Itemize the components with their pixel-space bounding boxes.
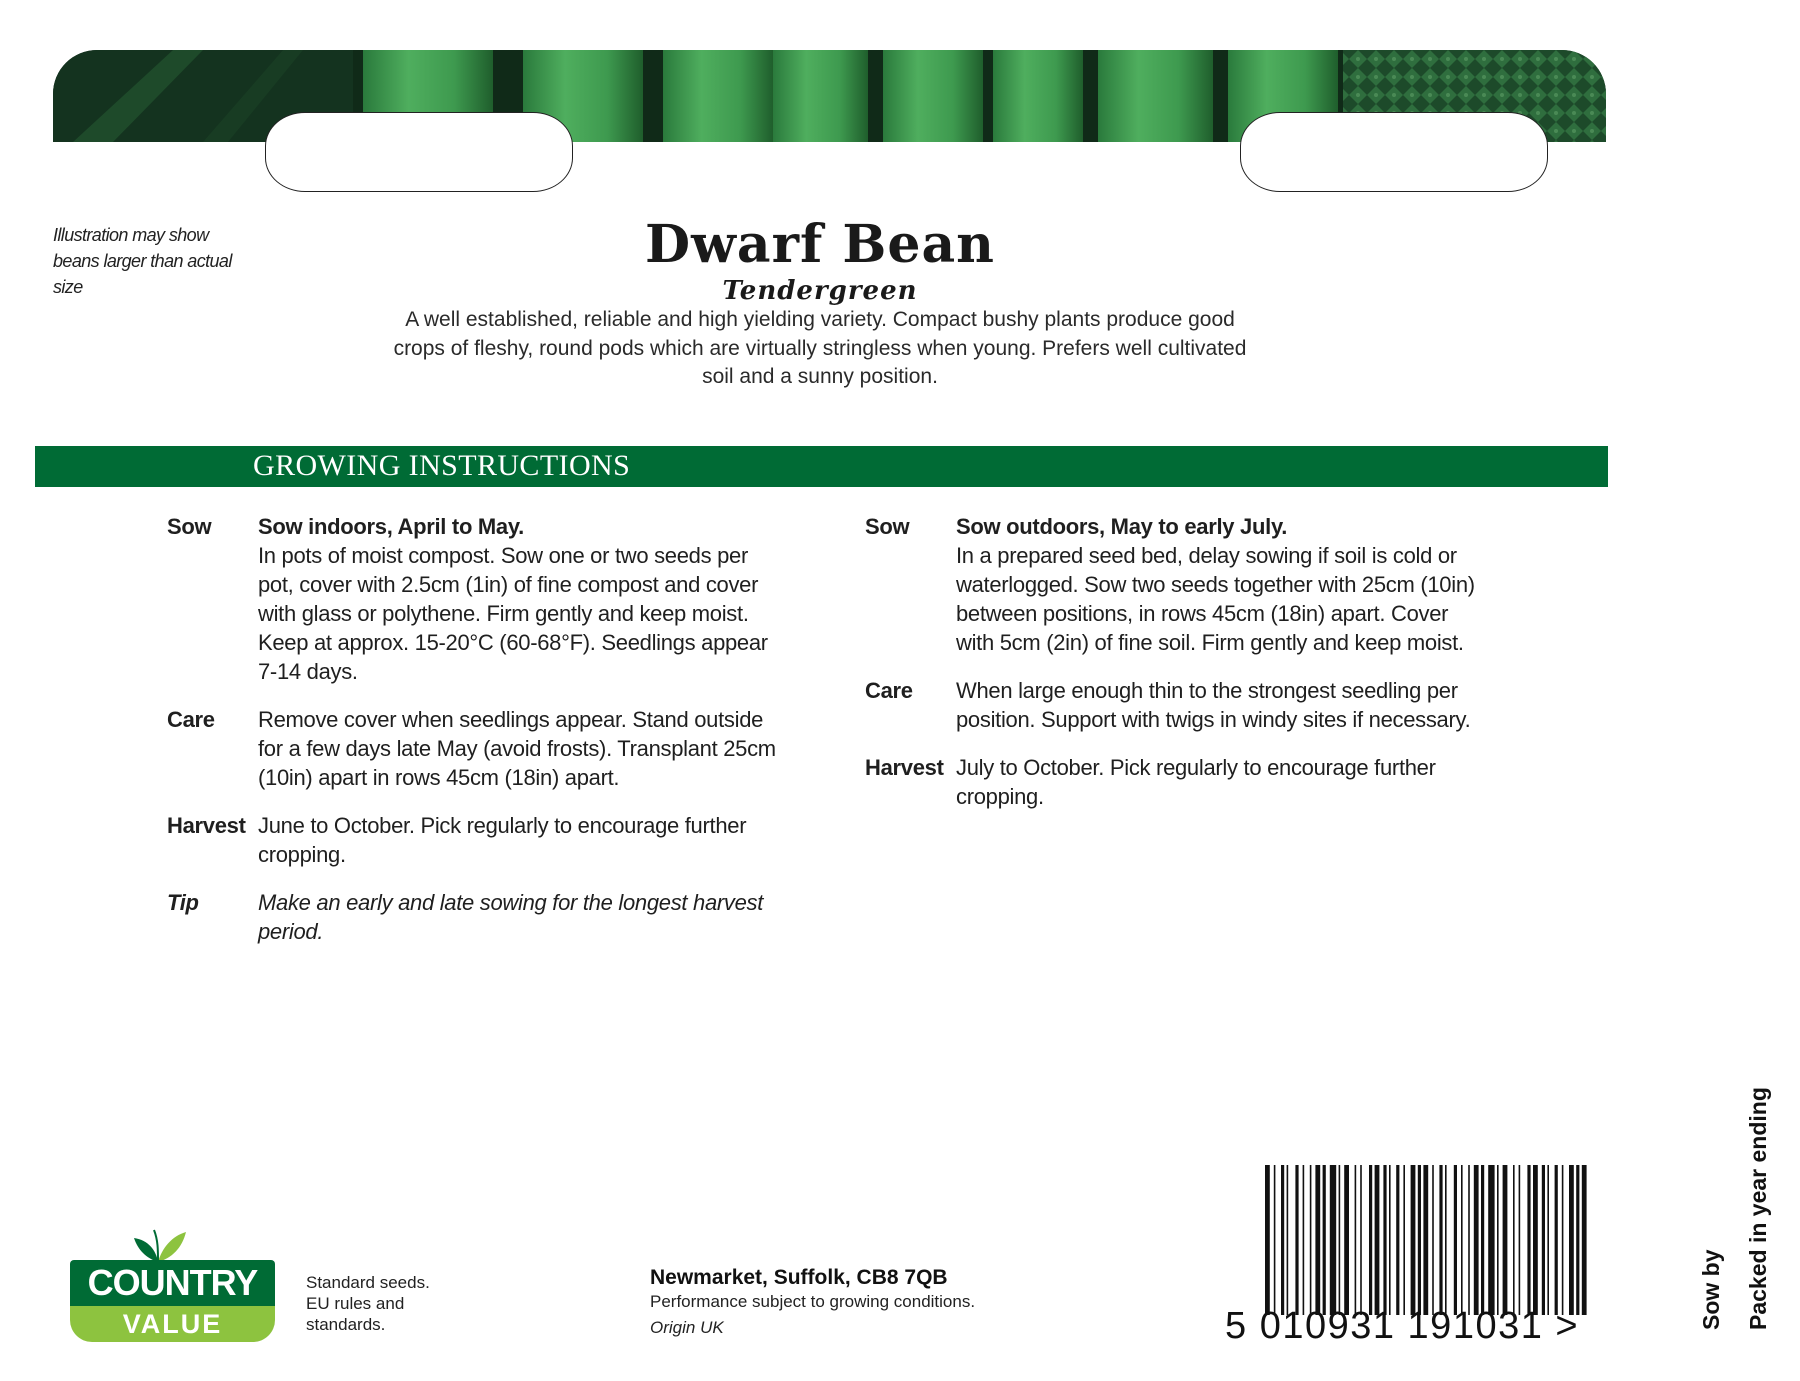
illustration-note: Illustration may show beans larger than actual size [53, 225, 232, 297]
barcode-bar [1360, 1165, 1362, 1315]
instruction-row-care [167, 705, 787, 792]
row-label: Sow [167, 514, 212, 539]
product-description: A well established, reliable and high yielding variety. Compact bushy plants produce good crops of fleshy, round pods which are virtually stringless when young. Prefers well cultivated soil and a sunny position. [393, 308, 1247, 388]
barcode-bar [1562, 1165, 1564, 1315]
care-text: Remove cover when seedlings appear. Stand outside for a few days late May (avoid frosts). Transplant 25cm (10in) apart in rows 45cm (18in) apart. [258, 707, 776, 790]
row-label: Care [865, 678, 913, 703]
barcode-bar [1281, 1165, 1284, 1315]
sow-heading: Sow outdoors, May to early July. [956, 514, 1288, 539]
barcode-bar [1533, 1165, 1538, 1315]
packed-year-label: Packed in year ending [1745, 1087, 1771, 1330]
sow-text: In pots of moist compost. Sow one or two seeds per pot, cover with 2.5cm (1in) of fine compost and cover with glass or polythene. Firm gently and keep moist. Keep at approx. 15-20°C (60-68°F). Seedlings appear 7-14 days. [258, 543, 768, 684]
sow-text: In a prepared seed bed, delay sowing if soil is cold or waterlogged. Sow two seeds together with 25cm (10in) between positions, in rows 45cm (18in) apart. Cover with 5cm (2in) of fine soil. Firm gently and keep moist. [956, 543, 1475, 655]
variety-name: Tendergreen [722, 276, 918, 306]
barcode-bar [1383, 1165, 1386, 1315]
country-value-logo [70, 1228, 275, 1344]
barcode-bar [1576, 1165, 1579, 1315]
row-label: Tip [167, 890, 199, 915]
barcode-bar [1396, 1165, 1399, 1315]
barcode-bar [1503, 1165, 1508, 1315]
barcode-bar [1418, 1165, 1421, 1315]
barcode-bar [1411, 1165, 1416, 1315]
barcode-bar [1519, 1165, 1521, 1315]
instruction-row-tip [167, 888, 787, 946]
instruction-row-care [865, 676, 1485, 734]
barcode-bar [1555, 1165, 1558, 1315]
barcode-bar [1445, 1165, 1447, 1315]
growing-instructions-heading: GROWING INSTRUCTIONS [253, 449, 631, 482]
barcode-bar [1582, 1165, 1587, 1315]
barcode-bar [1432, 1165, 1434, 1315]
instruction-row-sow [865, 512, 1485, 657]
sow-by-label: Sow by [1698, 1249, 1724, 1330]
logo-wordmark-bottom: VALUE [70, 1306, 275, 1342]
instruction-row-harvest [865, 753, 1485, 811]
barcode-bar [1488, 1165, 1494, 1315]
barcode-bar [1369, 1165, 1372, 1315]
row-label: Care [167, 707, 215, 732]
barcode-bar [1542, 1165, 1545, 1315]
barcode-bar [1355, 1165, 1357, 1315]
row-label: Harvest [865, 755, 944, 780]
growing-instructions-bar [35, 446, 1608, 487]
barcode-bar [1295, 1165, 1298, 1315]
barcode-bar [1439, 1165, 1442, 1315]
barcode-bar [1303, 1165, 1305, 1315]
barcode-bar [1287, 1165, 1289, 1315]
tip-text: Make an early and late sowing for the longest harvest period. [258, 890, 764, 944]
performance-note: Performance subject to growing conditions. [650, 1292, 976, 1311]
barcode-bar [1274, 1165, 1276, 1315]
barcode-bar [1423, 1165, 1428, 1315]
barcode-bar [1403, 1165, 1405, 1315]
barcode-bar [1547, 1165, 1549, 1315]
row-content [956, 512, 1485, 657]
product-title: Dwarf Bean [645, 214, 995, 275]
barcode-bar [1513, 1165, 1515, 1315]
row-content [258, 512, 787, 686]
instruction-row-harvest [167, 811, 787, 869]
instructions-column-outdoor [865, 512, 1485, 830]
barcode-bar [1468, 1165, 1470, 1315]
barcode-bar [1474, 1165, 1479, 1315]
barcode-bar [1481, 1165, 1484, 1315]
barcode-bar [1527, 1165, 1530, 1315]
logo-wordmark-top: COUNTRY [70, 1260, 275, 1306]
instructions-column-indoor [167, 512, 787, 965]
barcode-bar [1339, 1165, 1341, 1315]
barcode-bars [1265, 1165, 1650, 1315]
barcode-bar [1310, 1165, 1312, 1315]
harvest-text: June to October. Pick regularly to encourage further cropping. [258, 813, 747, 867]
care-text: When large enough thin to the strongest seedling per position. Support with twigs in windy sites if necessary. [956, 678, 1471, 732]
address: Newmarket, Suffolk, CB8 7QB [650, 1266, 948, 1289]
barcode-bar [1389, 1165, 1391, 1315]
barcode-bar [1323, 1165, 1326, 1315]
sow-heading: Sow indoors, April to May. [258, 514, 524, 539]
origin-note: Origin UK [650, 1318, 724, 1337]
barcode-bar [1461, 1165, 1463, 1315]
leaf-sprout-icon [128, 1228, 188, 1262]
barcode-bar [1265, 1165, 1270, 1315]
barcode-bar [1344, 1165, 1349, 1315]
barcode-bar [1315, 1165, 1320, 1315]
barcode-bar [1375, 1165, 1380, 1315]
harvest-text: July to October. Pick regularly to encourage further cropping. [956, 755, 1436, 809]
barcode-bar [1569, 1165, 1574, 1315]
row-label: Sow [865, 514, 910, 539]
hang-slot-right [1240, 112, 1548, 192]
barcode-bar [1454, 1165, 1457, 1315]
hang-slot-left [265, 112, 573, 192]
barcode-number: 5 010931 191031 > [1225, 1305, 1580, 1347]
barcode [1225, 1165, 1610, 1345]
barcode-bar [1497, 1165, 1499, 1315]
instruction-row-sow [167, 512, 787, 686]
row-label: Harvest [167, 813, 246, 838]
barcode-bar [1330, 1165, 1336, 1315]
standard-seeds-note: Standard seeds. EU rules and standards. [306, 1273, 430, 1334]
